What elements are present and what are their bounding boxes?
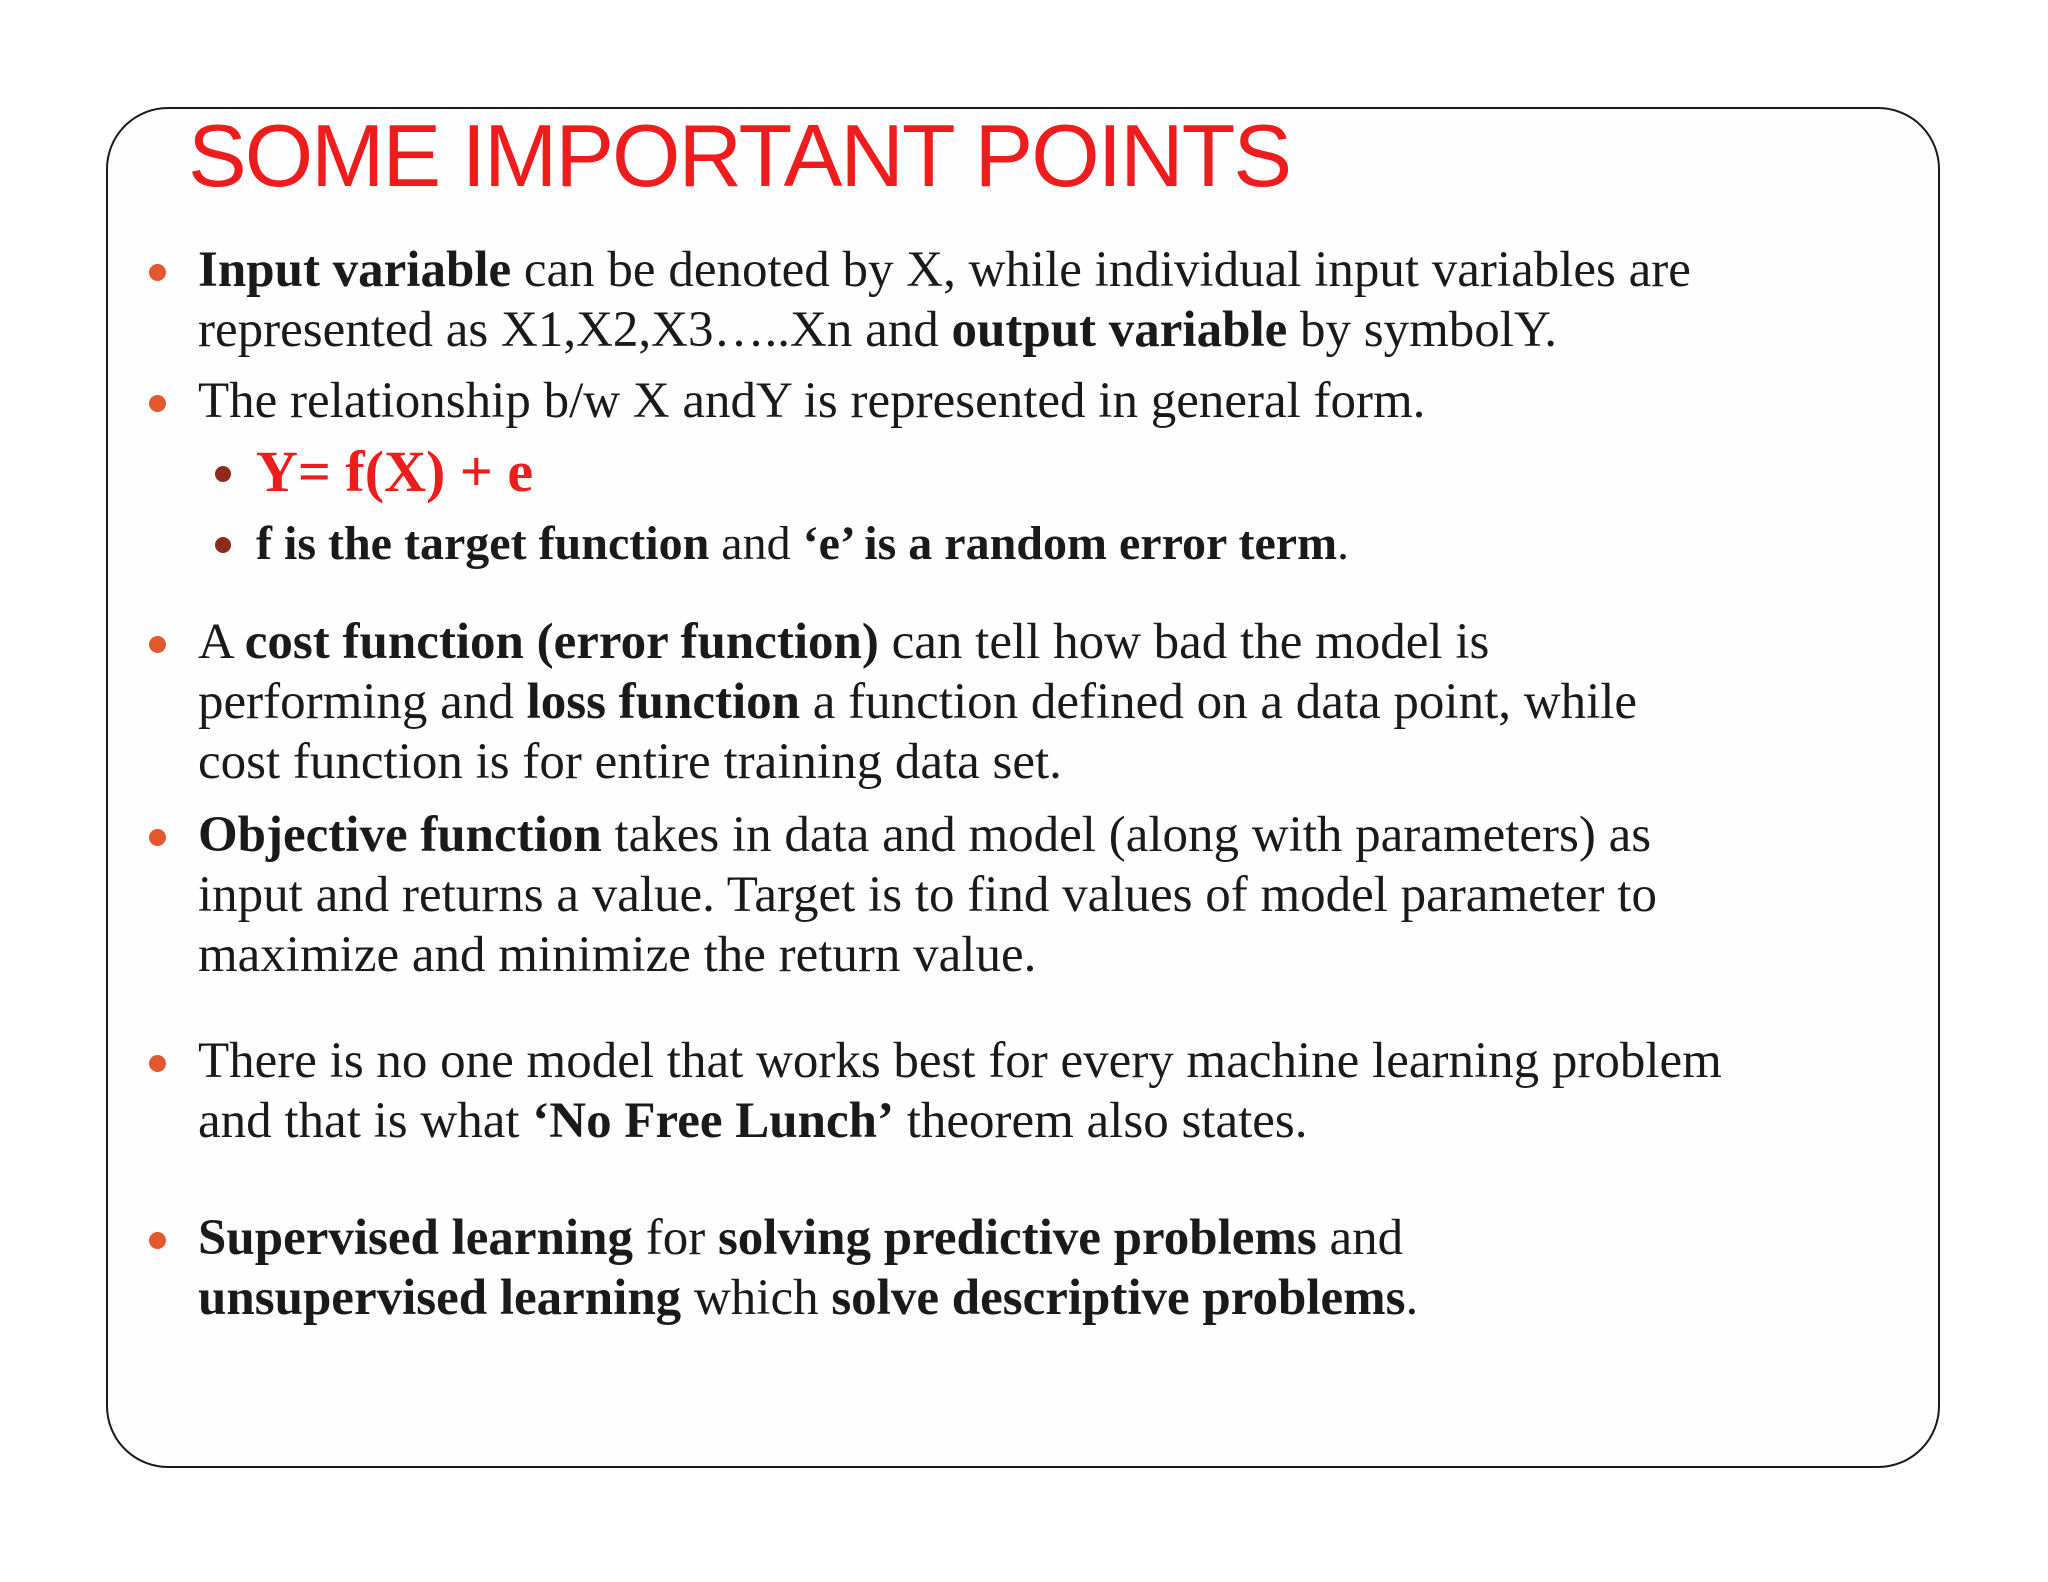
bullet-icon <box>149 829 166 846</box>
bullet-line: cost function is for entire training data set. <box>198 734 1062 790</box>
bullet-icon <box>149 264 166 281</box>
bullet-relationship: The relationship b/w X andY is represented in general form. <box>198 371 1898 431</box>
bullet-cost-function <box>198 612 1898 792</box>
bullet-line: performing and loss function a function defined on a data point, while <box>198 674 1638 730</box>
bullet-icon <box>149 1232 166 1249</box>
slide-title: SOME IMPORTANT POINTS <box>188 106 1291 205</box>
term-objective-function: Objective function <box>198 807 602 863</box>
bullet-line: Supervised learning for solving predictive problems and <box>198 1210 1404 1266</box>
bullet-line: Objective function takes in data and model (along with parameters) as <box>198 807 1652 863</box>
term-output-variable: output variable <box>951 302 1288 358</box>
bullet-line: represented as X1,X2,X3…..Xn and output variable by symbolY. <box>198 302 1557 358</box>
bullet-input-variable <box>198 240 1898 360</box>
term-predictive-problems: solving predictive problems <box>717 1210 1317 1266</box>
term-loss-function: loss function <box>526 674 801 730</box>
bullet-supervised-learning <box>198 1208 1898 1328</box>
formula-text: Y= f(X) + e <box>256 439 534 504</box>
bullet-line: unsupervised learning which solve descriptive problems. <box>198 1270 1419 1326</box>
term-supervised-learning: Supervised learning <box>198 1210 633 1266</box>
bullet-icon <box>149 636 166 653</box>
sub-bullet-target-function: f is the target function and ‘e’ is a random error term. <box>256 514 1856 574</box>
term-unsupervised-learning: unsupervised learning <box>198 1270 682 1326</box>
bullet-objective-function <box>198 805 1898 985</box>
sub-bullet-formula <box>256 440 1856 504</box>
term-descriptive-problems: solve descriptive problems <box>831 1270 1406 1326</box>
bullet-line: There is no one model that works best for every machine learning problem <box>198 1033 1722 1089</box>
sub-bullet-icon <box>215 537 231 553</box>
term-cost-function: cost function (error function) <box>244 614 879 670</box>
bullet-line: maximize and minimize the return value. <box>198 927 1037 983</box>
term-random-error: ‘e’ is a random error term <box>802 517 1338 570</box>
bullet-icon <box>149 1055 166 1072</box>
term-target-function: f is the target function <box>256 517 710 570</box>
bullet-no-free-lunch <box>198 1031 1898 1151</box>
sub-bullet-icon <box>215 466 231 482</box>
bullet-icon <box>149 395 166 412</box>
bullet-line: input and returns a value. Target is to find values of model parameter to <box>198 867 1657 923</box>
bullet-line: and that is what ‘No Free Lunch’ theorem also states. <box>198 1093 1308 1149</box>
bullet-line: Input variable can be denoted by X, while individual input variables are <box>198 242 1691 298</box>
bullet-line: A cost function (error function) can tell how bad the model is <box>198 614 1490 670</box>
term-input-variable: Input variable <box>198 242 512 298</box>
term-no-free-lunch: ‘No Free Lunch’ <box>532 1093 894 1149</box>
